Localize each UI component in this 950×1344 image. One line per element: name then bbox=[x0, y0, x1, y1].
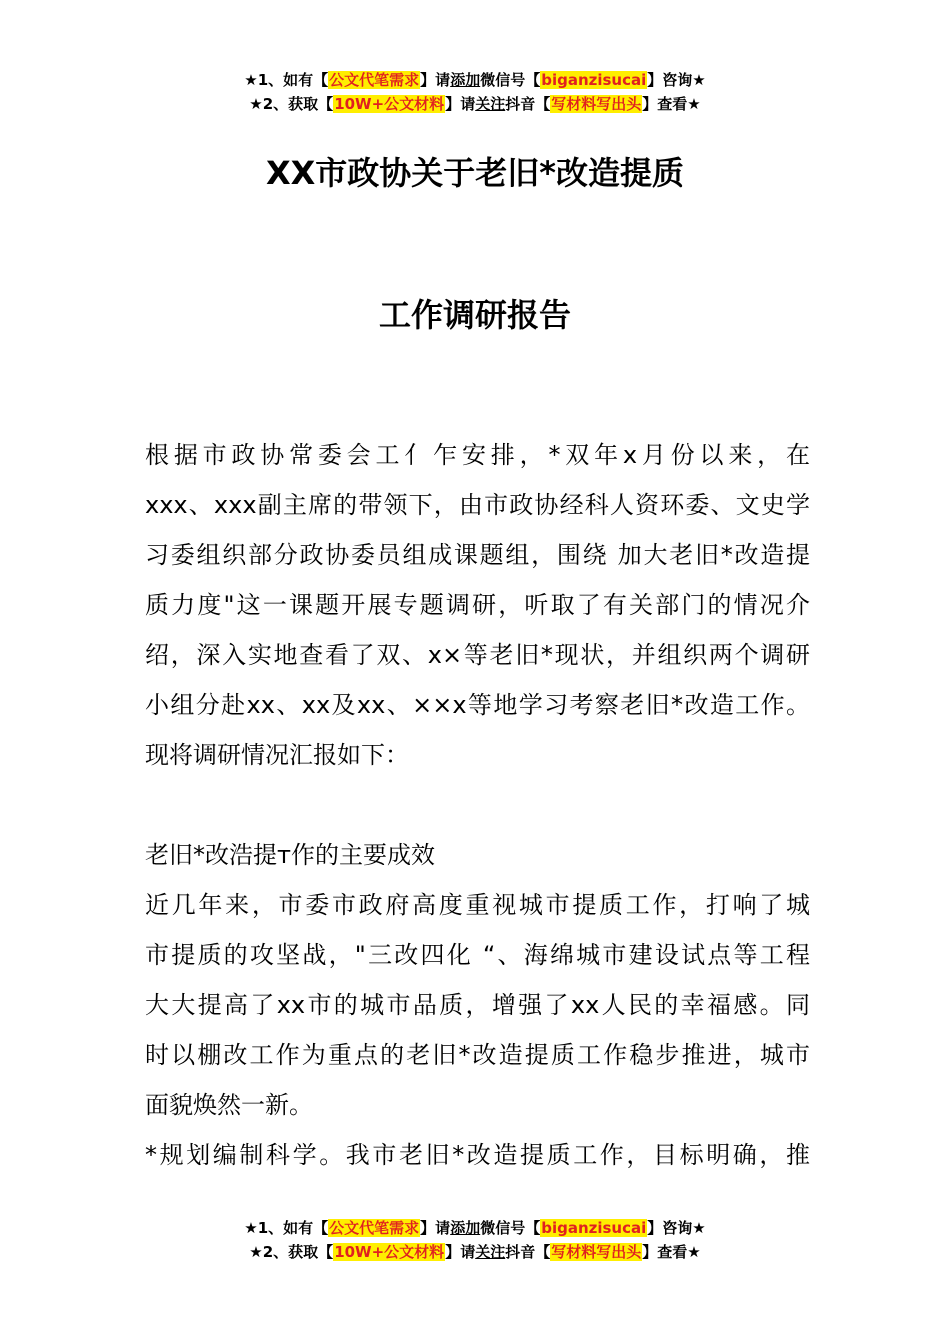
banner-highlight: 写材料写出头 bbox=[551, 95, 642, 113]
document-title-line-2: 工作调研报告 bbox=[378, 296, 571, 334]
banner-text: 抖音【 bbox=[505, 1243, 551, 1261]
banner-underlined-text: 添加 bbox=[450, 71, 481, 89]
text-line: 近几年来，市委市政府高度重视城市提质工作，打响了城 bbox=[145, 891, 810, 919]
banner-line-2 bbox=[0, 92, 950, 116]
banner-highlight: biganzisucai bbox=[541, 1219, 647, 1237]
banner-text: 】查看★ bbox=[642, 95, 701, 113]
continuation-paragraph bbox=[145, 1130, 810, 1180]
text-line: 时以棚改工作为重点的老旧*改造提质工作稳步推进，城市 bbox=[145, 1041, 810, 1069]
body-paragraph bbox=[145, 880, 810, 1130]
banner-underlined-text: 添加 bbox=[450, 1219, 481, 1237]
footer-banner bbox=[0, 1216, 950, 1264]
banner-text: 】咨询★ bbox=[647, 71, 706, 89]
banner-text: 】咨询★ bbox=[647, 1219, 706, 1237]
text-line: 根据市政协常委会工亻乍安排，*双年x月份以来，在 bbox=[145, 441, 810, 469]
text-line: xxx、xxx副主席的带领下，由市政协经科人资环委、文史学 bbox=[145, 491, 810, 519]
text-line: 质力度"这一课题开展专题调研，听取了有关部门的情况介 bbox=[145, 591, 810, 619]
banner-line-1 bbox=[0, 1216, 950, 1240]
text-line: 绍，深入实地查看了双、x×等老旧*现状，并组织两个调研 bbox=[145, 641, 810, 669]
banner-text: 】请 bbox=[445, 95, 476, 113]
text-line: 习委组织部分政协委员组成课题组，围绕 加大老旧*改造提 bbox=[145, 541, 810, 569]
banner-text: ★1、如有【 bbox=[244, 1219, 329, 1237]
header-banner bbox=[0, 68, 950, 116]
banner-highlight: 写材料写出头 bbox=[551, 1243, 642, 1261]
banner-text: ★2、获取【 bbox=[249, 95, 334, 113]
banner-text: 】请 bbox=[420, 1219, 451, 1237]
banner-text: ★1、如有【 bbox=[244, 71, 329, 89]
banner-text: 微信号【 bbox=[480, 71, 541, 89]
banner-underlined-text: 关注 bbox=[475, 95, 506, 113]
banner-highlight: 10W+公文材料 bbox=[334, 95, 445, 113]
text-line: 市提质的攻坚战，"三改四化 “、海绵城市建设试点等工程 bbox=[145, 941, 810, 969]
banner-text: 抖音【 bbox=[505, 95, 551, 113]
document-title-line-1: XX市政协关于老旧*改造提质 bbox=[265, 154, 685, 192]
text-line: 现将调研情况汇报如下： bbox=[145, 741, 409, 769]
banner-text: ★2、获取【 bbox=[249, 1243, 334, 1261]
banner-highlight: biganzisucai bbox=[541, 71, 647, 89]
banner-highlight: 公文代笔需求 bbox=[329, 1219, 420, 1237]
banner-underlined-text: 关注 bbox=[475, 1243, 506, 1261]
banner-text: 】请 bbox=[420, 71, 451, 89]
text-line: 小组分赴xx、xx及xx、××x等地学习考察老旧*改造工作。 bbox=[145, 691, 810, 719]
text-line: *规划编制科学。我市老旧*改造提质工作，目标明确，推 bbox=[145, 1141, 810, 1169]
text-line: 面貌焕然一新。 bbox=[145, 1091, 313, 1119]
text-line: 大大提高了xx市的城市品质，增强了xx人民的幸福感。同 bbox=[145, 991, 810, 1019]
banner-line-2 bbox=[0, 1240, 950, 1264]
intro-paragraph bbox=[145, 430, 810, 780]
banner-text: 微信号【 bbox=[480, 1219, 541, 1237]
section-heading: 老旧*改浩提т作的主要成效 bbox=[145, 841, 435, 869]
banner-text: 】查看★ bbox=[642, 1243, 701, 1261]
banner-text: 】请 bbox=[445, 1243, 476, 1261]
banner-line-1 bbox=[0, 68, 950, 92]
banner-highlight: 10W+公文材料 bbox=[334, 1243, 445, 1261]
banner-highlight: 公文代笔需求 bbox=[329, 71, 420, 89]
